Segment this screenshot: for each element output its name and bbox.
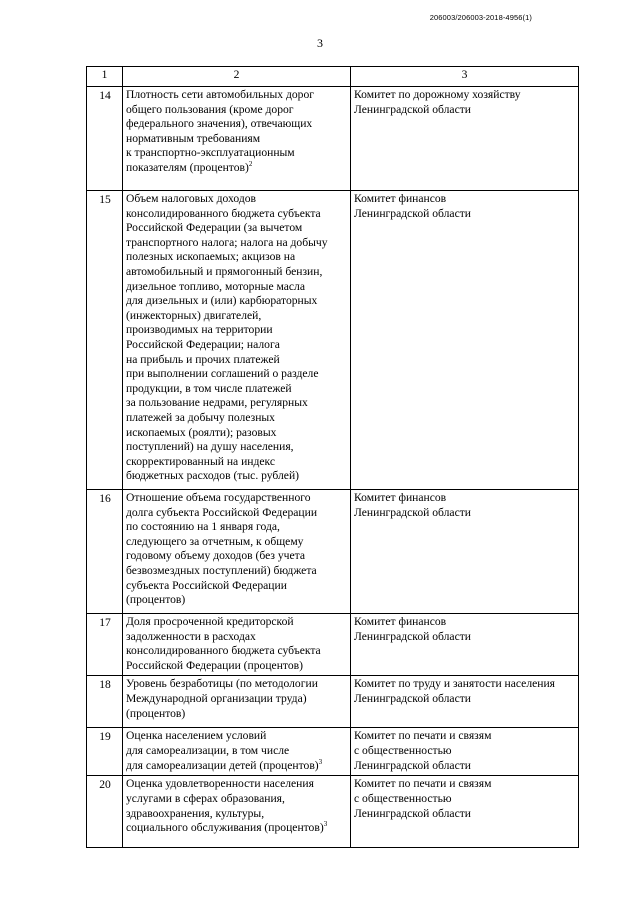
indicator-line [126, 411, 348, 426]
indicator-line [126, 807, 348, 822]
indicator-line-text: показателям (процентов) [126, 160, 249, 174]
indicator-line [126, 469, 348, 484]
indicator-line-text: Российской Федерации (процентов) [126, 658, 303, 672]
indicator-line-text: автомобильный и прямогонный бензин, [126, 264, 323, 278]
indicator-line-text: продукции, в том числе платежей [126, 381, 292, 395]
row-number: 20 [87, 776, 123, 848]
indicator-line [126, 659, 348, 674]
indicator-line-text: на прибыль и прочих платежей [126, 352, 280, 366]
indicator-line [126, 564, 348, 579]
responsible-cell [351, 87, 579, 191]
responsible-line: с общественностью [354, 791, 452, 805]
indicator-line [126, 338, 348, 353]
indicator-line [126, 615, 348, 630]
indicator-line-text: задолженности в расходах [126, 629, 256, 643]
indicator-line-text: производимых на территории [126, 323, 273, 337]
table-row [87, 728, 579, 776]
page-number: 3 [317, 36, 323, 50]
indicator-line [126, 221, 348, 236]
responsible-line: Комитет по печати и связям [354, 729, 492, 743]
indicator-line [126, 792, 348, 807]
indicator-line [126, 161, 348, 176]
indicator-cell [123, 614, 351, 676]
indicator-line [126, 192, 348, 207]
indicator-line-text: для самореализации, в том числе [126, 743, 290, 757]
responsible-cell [351, 776, 579, 848]
footnote-marker: 3 [323, 820, 328, 829]
indicator-line [126, 579, 348, 594]
row-number: 14 [87, 87, 123, 191]
indicator-line-text: субъекта Российской Федерации [126, 578, 287, 592]
footnote-marker: 3 [318, 757, 323, 766]
indicator-line [126, 707, 348, 722]
indicator-line [126, 117, 348, 132]
indicator-cell [123, 191, 351, 490]
table-header-row [87, 67, 579, 87]
table-row [87, 490, 579, 614]
indicator-line-text: (процентов) [126, 706, 186, 720]
table-row [87, 614, 579, 676]
row-number: 18 [87, 676, 123, 728]
indicator-line [126, 744, 348, 759]
indicator-line-text: бюджетных расходов (тыс. рублей) [126, 469, 300, 483]
indicator-line-text: общего пользования (кроме дорог [126, 102, 294, 116]
indicator-line-text: нормативным требованиям [126, 131, 261, 145]
indicator-line-text: Оценка удовлетворенности населения [126, 777, 314, 791]
indicator-line-text: социального обслуживания (процентов) [126, 821, 324, 835]
responsible-line: Ленинградской области [354, 629, 471, 643]
indicator-line-text: полезных ископаемых; акцизов на [126, 250, 296, 264]
indicator-line-text: здравоохранения, культуры, [126, 806, 265, 820]
indicator-line-text: транспортного налога; налога на добычу [126, 235, 328, 249]
indicator-line-text: для дизельных и (или) карбюраторных [126, 294, 318, 308]
indicator-cell [123, 490, 351, 614]
indicator-line [126, 455, 348, 470]
indicator-line [126, 88, 348, 103]
indicator-line [126, 103, 348, 118]
indicator-line-text: (процентов) [126, 593, 186, 607]
responsible-line: с общественностью [354, 743, 452, 757]
indicator-line [126, 280, 348, 295]
indicator-line-text: консолидированного бюджета субъекта [126, 644, 321, 658]
indicator-line [126, 630, 348, 645]
responsible-line: Ленинградской области [354, 102, 471, 116]
indicator-line [126, 265, 348, 280]
indicator-line-text: Российской Федерации (за вычетом [126, 221, 303, 235]
indicator-line-text: долга субъекта Российской Федерации [126, 505, 318, 519]
responsible-cell [351, 614, 579, 676]
indicator-line-text: услугами в сферах образования, [126, 791, 285, 805]
indicator-line-text: Плотность сети автомобильных дорог [126, 88, 315, 101]
indicator-line-text: скорректированный на индекс [126, 454, 276, 468]
indicator-cell [123, 776, 351, 848]
indicator-line [126, 146, 348, 161]
responsible-cell [351, 490, 579, 614]
indicator-line [126, 520, 348, 535]
indicator-line-text: (инжекторных) двигателей, [126, 308, 262, 322]
responsible-cell [351, 728, 579, 776]
indicators-table [86, 66, 579, 848]
indicator-cell [123, 728, 351, 776]
row-number: 17 [87, 614, 123, 676]
indicator-line [126, 382, 348, 397]
indicator-line-text: поступлений) на душу населения, [126, 440, 294, 454]
indicator-line-text: по состоянию на 1 января года, [126, 520, 280, 534]
indicator-line [126, 309, 348, 324]
indicator-line-text: Международной организации труда) [126, 691, 307, 705]
responsible-line: Ленинградской области [354, 758, 471, 772]
indicator-line [126, 132, 348, 147]
indicator-line-text: Уровень безработицы (по методологии [126, 677, 318, 691]
indicator-line [126, 759, 348, 774]
indicator-cell [123, 87, 351, 191]
indicator-line [126, 323, 348, 338]
document-id: 206003/206003-2018-4956(1) [429, 13, 532, 22]
indicator-line-text: Доля просроченной кредиторской [126, 615, 294, 628]
indicator-line [126, 367, 348, 382]
column-header-3: 3 [351, 67, 579, 87]
indicator-line-text: следующего за отчетным, к общему [126, 534, 304, 548]
indicator-line-text: ископаемых (роялти); разовых [126, 425, 277, 439]
indicator-line-text: дизельное топливо, моторные масла [126, 279, 305, 293]
indicator-line [126, 692, 348, 707]
row-number: 19 [87, 728, 123, 776]
responsible-line: Комитет по печати и связям [354, 777, 492, 791]
indicator-line-text: безвозмездных поступлений) бюджета [126, 563, 317, 577]
indicator-line [126, 729, 348, 744]
responsible-cell [351, 676, 579, 728]
responsible-line: Ленинградской области [354, 806, 471, 820]
indicator-line [126, 294, 348, 309]
indicator-line [126, 236, 348, 251]
indicator-line-text: годовому объему доходов (без учета [126, 549, 305, 563]
indicator-line-text: за пользование недрами, регулярных [126, 396, 308, 410]
indicator-line-text: Российской Федерации; налога [126, 337, 280, 351]
indicator-line [126, 535, 348, 550]
indicator-line [126, 396, 348, 411]
indicator-line [126, 426, 348, 441]
indicator-line [126, 207, 348, 222]
indicator-line-text: платежей за добычу полезных [126, 410, 275, 424]
table-row [87, 676, 579, 728]
table-row [87, 87, 579, 191]
indicator-line-text: при выполнении соглашений о разделе [126, 367, 319, 381]
column-header-2: 2 [123, 67, 351, 87]
indicator-line-text: Объем налоговых доходов [126, 192, 257, 205]
responsible-line: Ленинградской области [354, 206, 471, 220]
table-row [87, 776, 579, 848]
row-number: 15 [87, 191, 123, 490]
indicator-line [126, 549, 348, 564]
indicator-line [126, 250, 348, 265]
responsible-line: Комитет финансов [354, 615, 447, 628]
responsible-line: Комитет финансов [354, 192, 447, 205]
indicator-line [126, 777, 348, 792]
indicator-line [126, 677, 348, 692]
indicator-line [126, 506, 348, 521]
footnote-marker: 2 [248, 160, 253, 169]
responsible-line: Комитет по труду и занятости населения [354, 677, 555, 691]
column-header-1: 1 [87, 67, 123, 87]
responsible-line: Комитет по дорожному хозяйству [354, 88, 521, 101]
indicator-line-text: Отношение объема государственного [126, 491, 311, 504]
responsible-line: Ленинградской области [354, 691, 471, 705]
indicator-line [126, 491, 348, 506]
indicator-line [126, 440, 348, 455]
indicator-line-text: федерального значения), отвечающих [126, 117, 313, 131]
responsible-cell [351, 191, 579, 490]
indicator-line [126, 353, 348, 368]
row-number: 16 [87, 490, 123, 614]
indicator-line-text: Оценка населением условий [126, 729, 267, 743]
responsible-line: Комитет финансов [354, 491, 447, 504]
indicator-line-text: к транспортно-эксплуатационным [126, 146, 295, 160]
table-row [87, 191, 579, 490]
indicator-line-text: для самореализации детей (процентов) [126, 758, 319, 772]
indicator-line [126, 821, 348, 836]
indicator-line-text: консолидированного бюджета субъекта [126, 206, 321, 220]
indicator-line [126, 644, 348, 659]
responsible-line: Ленинградской области [354, 505, 471, 519]
indicator-line [126, 593, 348, 608]
indicator-cell [123, 676, 351, 728]
